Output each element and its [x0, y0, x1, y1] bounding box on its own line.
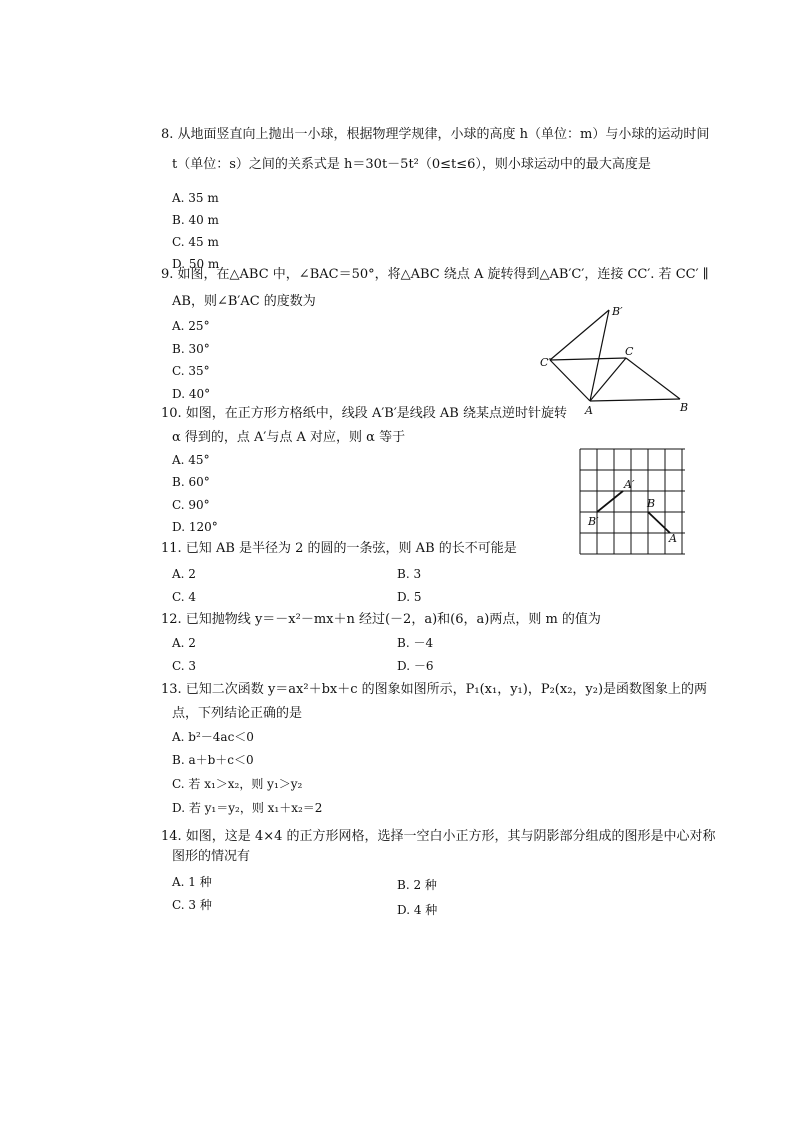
q10-option-b[interactable]: B. 60° [172, 475, 210, 489]
q13-stem-line-2: 点，下列结论正确的是 [172, 706, 303, 721]
q10-option-d[interactable]: D. 120° [172, 520, 218, 534]
q12-stem: 12. 已知抛物线 y＝－x²－mx＋n 经过(－2，a)和(6，a)两点，则 m 的值为 [161, 612, 601, 627]
q11-option-d[interactable]: D. 5 [397, 590, 422, 604]
q9-label-c: C [625, 345, 634, 358]
q13-option-b[interactable]: B. a＋b＋c＜0 [172, 753, 254, 767]
q9-triangle-figure [540, 300, 700, 420]
q10-label-b: B [647, 497, 656, 510]
q11-stem: 11. 已知 AB 是半径为 2 的圆的一条弦，则 AB 的长不可能是 [161, 541, 517, 556]
q10-label-a-prime: A′ [624, 478, 635, 491]
q14-option-b[interactable]: B. 2 种 [397, 878, 437, 892]
q11-option-b[interactable]: B. 3 [397, 567, 422, 581]
q14-stem-line-1: 14. 如图，这是 4×4 的正方形网格，选择一空白小正方形，其与阴影部分组成的图形是中心对称 [161, 829, 716, 844]
q11-option-c[interactable]: C. 4 [172, 590, 197, 604]
q10-option-c[interactable]: C. 90° [172, 498, 210, 512]
q9-stem-line-1: 9. 如图，在△ABC 中，∠BAC＝50°，将△ABC 绕点 A 旋转得到△AB′C′，连接 CC′. 若 CC′ ∥ [161, 267, 709, 282]
q14-stem-line-2: 图形的情况有 [172, 849, 251, 864]
q9-label-b: B [680, 401, 689, 414]
q8-stem-line-2: t（单位：s）之间的关系式是 h＝30t－5t²（0≤t≤6），则小球运动中的最大高度是 [172, 157, 651, 172]
q9-stem-line-2: AB，则∠B′AC 的度数为 [172, 294, 316, 309]
q8-stem-line-1: 8. 从地面竖直向上抛出一小球，根据物理学规律，小球的高度 h（单位：m）与小球的运动时间 [161, 127, 710, 142]
q14-option-d[interactable]: D. 4 种 [397, 903, 438, 917]
q9-option-d[interactable]: D. 40° [172, 387, 211, 401]
q12-option-d[interactable]: D. －6 [397, 659, 434, 673]
q13-option-d[interactable]: D. 若 y₁＝y₂，则 x₁＋x₂＝2 [172, 801, 323, 815]
q10-stem-line-1: 10. 如图，在正方形方格纸中，线段 A′B′是线段 AB 绕某点逆时针旋转 [161, 406, 567, 421]
q14-option-c[interactable]: C. 3 种 [172, 898, 212, 912]
q12-option-b[interactable]: B. －4 [397, 636, 434, 650]
q8-option-c[interactable]: C. 45 m [172, 235, 219, 249]
q11-option-a[interactable]: A. 2 [172, 567, 196, 581]
q10-option-a[interactable]: A. 45° [172, 453, 210, 467]
q9-label-b-prime: B′ [612, 305, 623, 318]
q12-option-c[interactable]: C. 3 [172, 659, 197, 673]
q13-option-c[interactable]: C. 若 x₁＞x₂，则 y₁＞y₂ [172, 777, 303, 791]
q10-label-b-prime: B′ [588, 515, 599, 528]
q14-option-a[interactable]: A. 1 种 [172, 875, 212, 889]
q13-option-a[interactable]: A. b²－4ac＜0 [172, 730, 254, 744]
q9-option-b[interactable]: B. 30° [172, 342, 210, 356]
q13-stem-line-1: 13. 已知二次函数 y＝ax²＋bx＋c 的图象如图所示，P₁(x₁，y₁)，P₂(x₂，y₂)是函数图象上的两 [161, 682, 708, 697]
q10-grid-figure [575, 444, 695, 559]
q12-option-a[interactable]: A. 2 [172, 636, 196, 650]
q8-option-a[interactable]: A. 35 m [172, 191, 219, 205]
q8-option-b[interactable]: B. 40 m [172, 213, 219, 227]
q9-label-a: A [585, 404, 593, 417]
q9-label-c-prime: C′ [540, 356, 551, 369]
q8-option-d[interactable]: D. 50 m [172, 257, 220, 271]
q10-label-a: A [669, 532, 677, 545]
q10-stem-line-2: α 得到的，点 A′与点 A 对应，则 α 等于 [172, 430, 406, 445]
q9-option-c[interactable]: C. 35° [172, 364, 210, 378]
q9-option-a[interactable]: A. 25° [172, 319, 210, 333]
